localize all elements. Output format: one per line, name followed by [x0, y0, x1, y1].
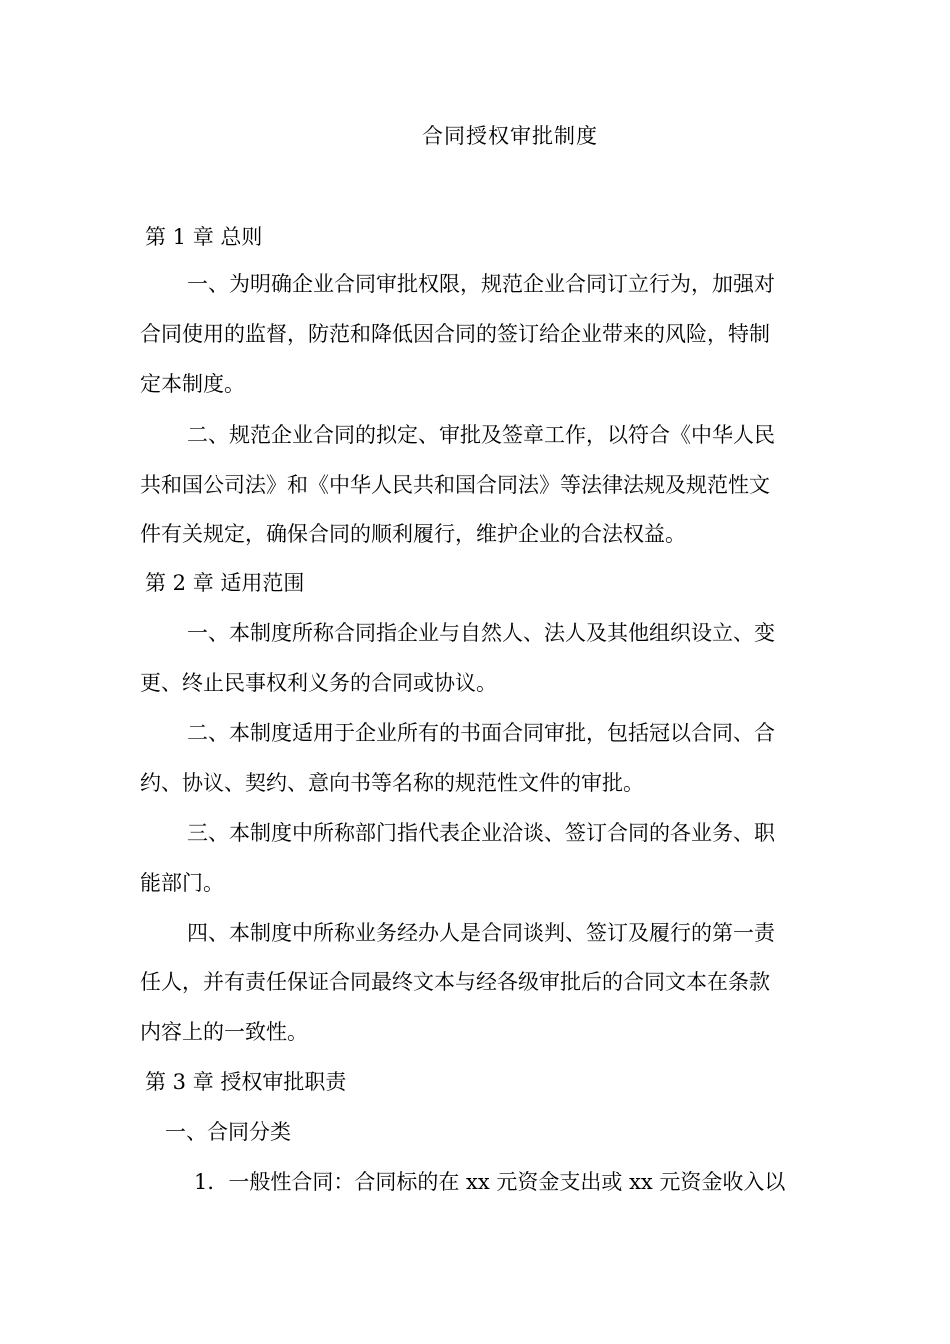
chapter-2-paragraph-3-line-2: 能部门。	[140, 871, 224, 895]
chapter-1-heading: 第 1 章 总则	[145, 225, 263, 249]
chapter-2-paragraph-3-line-1: 三、本制度中所称部门指代表企业洽谈、签订合同的各业务、职	[187, 821, 775, 845]
chapter-1-paragraph-2-line-1: 二、规范企业合同的拟定、审批及签章工作，以符合《中华人民	[187, 423, 775, 447]
chapter-2-heading: 第 2 章 适用范围	[145, 571, 305, 595]
chapter-2-paragraph-1-line-1: 一、本制度所称合同指企业与自然人、法人及其他组织设立、变	[187, 621, 775, 645]
chapter-3-heading: 第 3 章 授权审批职责	[145, 1070, 347, 1094]
chapter-2-paragraph-2-line-2: 约、协议、契约、意向书等名称的规范性文件的审批。	[140, 771, 644, 795]
chapter-2-paragraph-1-line-2: 更、终止民事权利义务的合同或协议。	[140, 671, 497, 695]
document-title: 合同授权审批制度	[422, 124, 598, 148]
chapter-2-paragraph-4-line-1: 四、本制度中所称业务经办人是合同谈判、签订及履行的第一责	[187, 921, 775, 945]
chapter-1-paragraph-1-line-3: 定本制度。	[140, 372, 245, 396]
chapter-3-item-1: 1．一般性合同：合同标的在 xx 元资金支出或 xx 元资金收入以	[194, 1170, 786, 1194]
chapter-2-paragraph-4-line-3: 内容上的一致性。	[140, 1020, 308, 1044]
chapter-1-paragraph-1-line-2: 合同使用的监督，防范和降低因合同的签订给企业带来的风险，特制	[140, 322, 770, 346]
chapter-1-paragraph-2-line-3: 件有关规定，确保合同的顺利履行，维护企业的合法权益。	[140, 522, 686, 546]
chapter-1-paragraph-2-line-2: 共和国公司法》和《中华人民共和国合同法》等法律法规及规范性文	[140, 473, 770, 497]
chapter-1-paragraph-1-line-1: 一、为明确企业合同审批权限，规范企业合同订立行为，加强对	[187, 272, 775, 296]
chapter-3-section-1: 一、合同分类	[165, 1120, 291, 1144]
chapter-2-paragraph-2-line-1: 二、本制度适用于企业所有的书面合同审批，包括冠以合同、合	[187, 721, 775, 745]
chapter-2-paragraph-4-line-2: 任人，并有责任保证合同最终文本与经各级审批后的合同文本在条款	[140, 970, 770, 994]
